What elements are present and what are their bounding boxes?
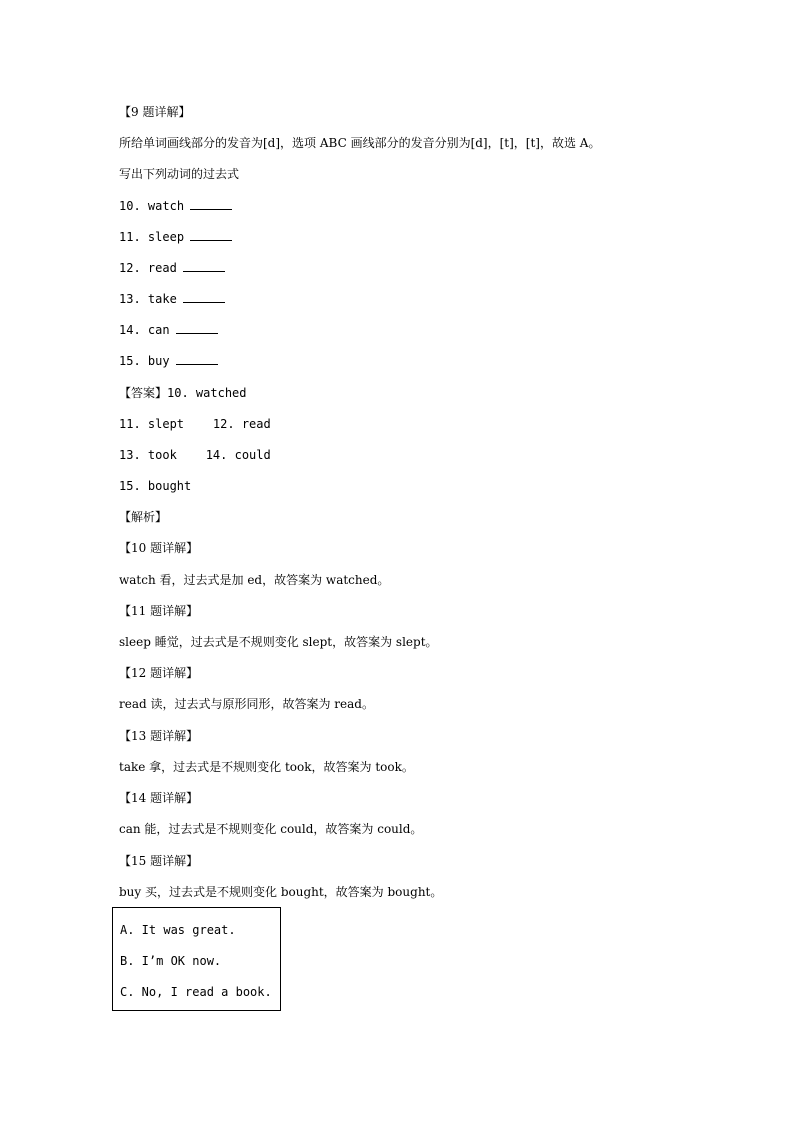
option-a: A. It was great. <box>120 923 236 937</box>
q9-explanation: 所给单词画线部分的发音为[d]，选项 ABC 画线部分的发音分别为[d]，[t]，[t]，故选 A。 <box>119 136 601 150</box>
answer-blank <box>190 229 232 241</box>
detail-heading: 【13 题详解】 <box>119 729 199 743</box>
detail-heading: 【10 题详解】 <box>119 541 199 555</box>
detail-text: buy 买，过去式是不规则变化 bought，故答案为 bought。 <box>119 885 443 899</box>
answer-blank <box>176 322 218 334</box>
question-word: buy <box>147 354 170 368</box>
question-number: 13. <box>119 292 141 306</box>
detail-heading: 【11 题详解】 <box>119 604 199 618</box>
question-word: watch <box>147 199 185 213</box>
question-word: sleep <box>147 230 185 244</box>
question-word: can <box>147 323 170 337</box>
detail-text: can 能，过去式是不规则变化 could，故答案为 could。 <box>119 822 423 836</box>
question-number: 10. <box>119 199 141 213</box>
options-box <box>112 907 281 1011</box>
answer-blank <box>176 353 218 365</box>
question-15 <box>119 353 218 369</box>
section-instruction: 写出下列动词的过去式 <box>119 167 240 181</box>
detail-text: read 读，过去式与原形同形，故答案为 read。 <box>119 697 374 711</box>
answer-line-1 <box>119 385 247 401</box>
detail-text: watch 看，过去式是加 ed，故答案为 watched。 <box>119 573 390 587</box>
detail-heading: 【12 题详解】 <box>119 666 199 680</box>
question-number: 11. <box>119 230 141 244</box>
detail-heading: 【14 题详解】 <box>119 791 199 805</box>
option-b: B. I’m OK now. <box>120 954 222 968</box>
answer-text: 10. watched <box>167 386 247 400</box>
answer-blank <box>183 260 225 272</box>
answer-line-3: 13. took 14. could <box>119 448 271 462</box>
answer-label: 【答案】 <box>119 386 168 400</box>
question-13 <box>119 291 225 307</box>
answer-line-2: 11. slept 12. read <box>119 417 271 431</box>
detail-text: sleep 睡觉，过去式是不规则变化 slept，故答案为 slept。 <box>119 635 438 649</box>
answer-blank <box>183 291 225 303</box>
analysis-label: 【解析】 <box>119 510 168 524</box>
detail-heading: 【15 题详解】 <box>119 854 199 868</box>
question-word: read <box>147 261 177 275</box>
question-12 <box>119 260 225 276</box>
detail-text: take 拿，过去式是不规则变化 took，故答案为 took。 <box>119 760 414 774</box>
question-number: 12. <box>119 261 141 275</box>
option-c: C. No, I read a book. <box>120 985 272 999</box>
question-number: 14. <box>119 323 141 337</box>
answer-line-4: 15. bought <box>119 479 192 493</box>
answer-blank <box>190 198 232 210</box>
question-word: take <box>147 292 177 306</box>
q9-heading: 【9 题详解】 <box>119 105 191 119</box>
question-10 <box>119 198 232 214</box>
question-14 <box>119 322 218 338</box>
question-number: 15. <box>119 354 141 368</box>
question-11 <box>119 229 232 245</box>
